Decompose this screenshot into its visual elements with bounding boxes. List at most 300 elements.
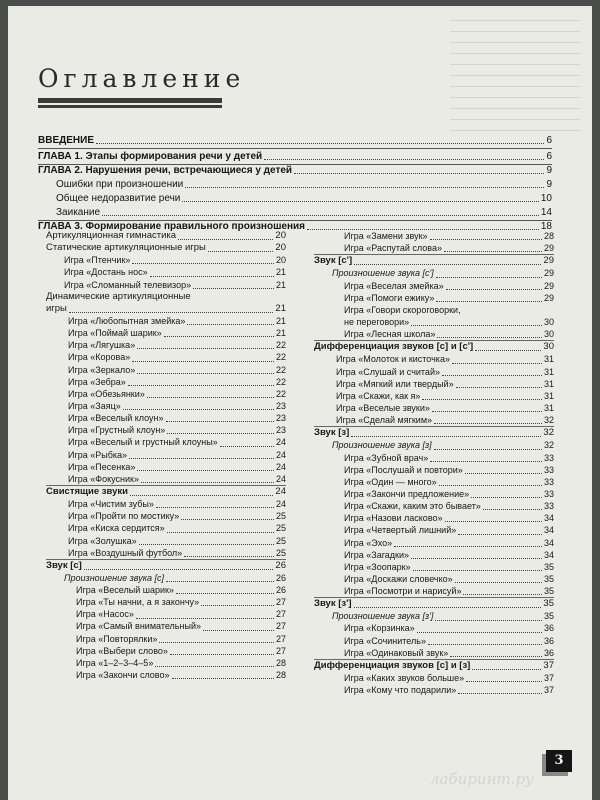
- entry-title: Игра «Сочинитель»: [344, 635, 426, 646]
- dot-leader: [137, 348, 274, 349]
- dot-leader: [185, 187, 544, 188]
- dot-leader: [187, 324, 274, 325]
- toc-subentry: [56, 206, 552, 219]
- toc-entry: [314, 316, 554, 328]
- page-number-box: [546, 750, 572, 772]
- toc-entry: [314, 672, 554, 684]
- dot-leader: [137, 373, 274, 374]
- page-ref: 34: [543, 549, 554, 560]
- entry-title: Звук [с]: [46, 559, 82, 571]
- entry-title: Игра «Сделай мягким»: [336, 415, 433, 426]
- entry-title: Статические артикуляционные игры: [46, 242, 206, 254]
- page-ref: 29: [543, 255, 554, 267]
- toc-entry: [314, 366, 554, 378]
- entry-title: Свистящие звуки: [46, 485, 129, 497]
- entry-title: Дифференциация звуков [с] и [с']: [314, 341, 474, 353]
- dot-leader: [471, 497, 542, 498]
- entry-title: Игра «Поймай шарик»: [68, 328, 162, 339]
- dot-leader: [141, 482, 274, 483]
- toc-entry: [314, 647, 554, 659]
- entry-title: Общее недоразвитие речи: [56, 193, 181, 204]
- entry-title: Игра «Повторялки»: [76, 633, 158, 644]
- title-underline: [38, 98, 222, 103]
- dot-leader: [455, 582, 542, 583]
- entry-title: Игра «Помоги ежику»: [344, 292, 435, 303]
- page-ref: 25: [275, 511, 286, 522]
- dot-leader: [182, 201, 539, 202]
- toc-entry: [46, 351, 286, 363]
- entry-title: Игра «Пройти по мостику»: [68, 511, 180, 522]
- entry-title: Заикание: [56, 207, 101, 218]
- dot-leader: [475, 350, 541, 351]
- toc-entry: [46, 449, 286, 461]
- dot-leader: [172, 678, 274, 679]
- toc-entry: [46, 584, 286, 596]
- entry-title: Игра «Распутай слова»: [344, 243, 442, 254]
- toc-entry: [314, 524, 554, 536]
- dot-leader: [181, 519, 274, 520]
- dot-leader: [434, 423, 542, 424]
- page-ref: 30: [543, 329, 554, 340]
- entry-title: Игра «Грустный клоун»: [68, 425, 166, 436]
- dot-leader: [413, 570, 542, 571]
- toc-entry: [314, 512, 554, 524]
- page-ref: 31: [543, 390, 554, 401]
- toc-entry: [46, 303, 286, 315]
- toc-entry: [46, 388, 286, 400]
- page-ref: 36: [543, 635, 554, 646]
- dot-leader: [136, 618, 274, 619]
- dot-leader: [422, 399, 542, 400]
- page-ref: 35: [543, 573, 554, 584]
- entry-title: Игра «Фокусник»: [68, 473, 139, 484]
- watermark: лабиринт.ру: [430, 770, 534, 788]
- toc-entry: [46, 327, 286, 339]
- dot-leader: [436, 301, 542, 302]
- section-rule: [38, 148, 552, 149]
- toc-chapter: [38, 134, 552, 147]
- page-ref: 34: [543, 513, 554, 524]
- dot-leader: [351, 436, 541, 437]
- page-ref: 24: [275, 437, 286, 448]
- toc-entry: [314, 230, 554, 242]
- page-ref: 24: [275, 473, 286, 484]
- page-title: Оглавление: [38, 64, 246, 93]
- page-ref: 27: [275, 633, 286, 644]
- page-ref: 32: [543, 427, 554, 439]
- bleed-through-text: [450, 20, 580, 140]
- dot-leader: [69, 312, 274, 313]
- dot-leader: [452, 363, 542, 364]
- dot-leader: [156, 507, 274, 508]
- entry-title: Игра «Зубной врач»: [344, 452, 429, 463]
- dot-leader: [102, 215, 539, 216]
- entry-title: Динамические артикуляционные: [46, 290, 191, 302]
- entry-title: Игра «Веселые звуки»: [336, 402, 430, 413]
- dot-leader: [184, 556, 274, 557]
- toc-entry: [46, 608, 286, 620]
- entry-title: Игра «Киска сердится»: [68, 523, 165, 534]
- toc-right-column: [314, 230, 554, 696]
- toc-subsection: [314, 267, 554, 279]
- entry-title: Игра «Лесная школа»: [344, 329, 436, 340]
- page-ref: 29: [543, 292, 554, 303]
- toc-entry: [314, 402, 554, 414]
- dot-leader: [436, 277, 542, 278]
- entry-title: Игра «Выбери слово»: [76, 645, 168, 656]
- entry-title: Игра «Эхо»: [344, 537, 393, 548]
- toc-entry: [314, 585, 554, 597]
- page-ref: 28: [275, 657, 286, 668]
- toc-entry: [314, 549, 554, 561]
- dot-leader: [130, 495, 273, 496]
- toc-subsection: [314, 439, 554, 451]
- page-ref: 27: [275, 645, 286, 656]
- dot-leader: [456, 387, 542, 388]
- toc-section: [314, 426, 554, 439]
- page-ref: 35: [543, 586, 554, 597]
- entry-title: Игра «Закончи слово»: [76, 670, 170, 681]
- dot-leader: [220, 446, 274, 447]
- toc-entry: [46, 535, 286, 547]
- toc-section: [314, 659, 554, 672]
- entry-title: не переговори»: [344, 316, 410, 327]
- page-ref: 31: [543, 402, 554, 413]
- entry-title: Дифференциация звуков [с] и [з]: [314, 659, 471, 671]
- page-ref: 25: [275, 547, 286, 558]
- book-page: [8, 6, 592, 800]
- dot-leader: [170, 654, 274, 655]
- dot-leader: [150, 276, 274, 277]
- page-ref: 21: [275, 267, 286, 278]
- dot-leader: [137, 470, 274, 471]
- toc-section: [314, 254, 554, 267]
- entry-title: Игра «Одинаковый звук»: [344, 647, 449, 658]
- dot-leader: [208, 251, 274, 252]
- page-ref: 27: [275, 621, 286, 632]
- page-ref: 24: [275, 499, 286, 510]
- toc-entry: [46, 522, 286, 534]
- page-ref: 30: [543, 341, 554, 353]
- dot-leader: [132, 361, 274, 362]
- page-ref: 21: [275, 315, 286, 326]
- page-ref: 22: [275, 364, 286, 375]
- dot-leader: [466, 681, 542, 682]
- toc-entry: [314, 242, 554, 254]
- page-ref: 33: [543, 501, 554, 512]
- dot-leader: [264, 159, 544, 160]
- dot-leader: [394, 546, 542, 547]
- dot-leader: [167, 532, 274, 533]
- entry-title: Игра «Зеркало»: [68, 364, 136, 375]
- dot-leader: [155, 666, 274, 667]
- page-ref: 31: [543, 378, 554, 389]
- toc-entry: [314, 684, 554, 696]
- page-ref: 26: [275, 572, 286, 583]
- page-ref: 24: [275, 461, 286, 472]
- dot-leader: [123, 409, 274, 410]
- page-ref: 37: [543, 685, 554, 696]
- dot-leader: [139, 544, 274, 545]
- entry-title: Игра «Мягкий или твердый»: [336, 378, 454, 389]
- entry-title: ГЛАВА 1. Этапы формирования речи у детей: [38, 151, 263, 162]
- page-ref: 28: [275, 670, 286, 681]
- toc-entry: [46, 339, 286, 351]
- toc-entry: [46, 412, 286, 424]
- dot-leader: [458, 534, 542, 535]
- page-ref: 29: [543, 280, 554, 291]
- page-ref: 24: [275, 449, 286, 460]
- toc-entry: [314, 635, 554, 647]
- entry-title: Игра «Золушка»: [68, 535, 137, 546]
- toc-entry: [46, 633, 286, 645]
- page-ref: 31: [543, 354, 554, 365]
- entry-title: Произношение звука [з']: [332, 611, 434, 622]
- toc-entry: [314, 623, 554, 635]
- entry-title: Игра «Послушай и повтори»: [344, 464, 463, 475]
- toc-entry: [314, 304, 554, 316]
- toc-entry: [46, 266, 286, 278]
- dot-leader: [432, 411, 542, 412]
- entry-title: Игра «Слушай и считай»: [336, 366, 440, 377]
- page-number: 3: [554, 753, 564, 768]
- page-ref: 22: [275, 388, 286, 399]
- entry-title: Ошибки при произношении: [56, 179, 184, 190]
- page-ref: 31: [543, 366, 554, 377]
- page-ref: 26: [275, 585, 286, 596]
- page-ref: 9: [546, 165, 552, 176]
- page-ref: 21: [275, 302, 286, 314]
- page-ref: 18: [540, 221, 552, 232]
- toc-entry: [46, 242, 286, 254]
- toc-section: [314, 597, 554, 610]
- toc-entry: [46, 461, 286, 473]
- page-ref: 27: [275, 609, 286, 620]
- page-ref: 22: [275, 376, 286, 387]
- entry-title: ВВЕДЕНИЕ: [38, 135, 94, 146]
- entry-title: Игра «Скажи, каким это бывает»: [344, 501, 481, 512]
- entry-title: Игра «Веселый клоун»: [68, 413, 164, 424]
- toc-subsection: [314, 610, 554, 622]
- toc-entry: [46, 596, 286, 608]
- page-ref: 36: [543, 623, 554, 634]
- entry-title: Игра «Замени звук»: [344, 230, 428, 241]
- entry-title: Игра «Рыбка»: [68, 449, 128, 460]
- dot-leader: [439, 485, 542, 486]
- toc-section: [314, 340, 554, 353]
- dot-leader: [445, 521, 542, 522]
- entry-title: ГЛАВА 2. Нарушения речи, встречающиеся у детей: [38, 165, 293, 176]
- toc-entry: [46, 436, 286, 448]
- dot-leader: [96, 143, 544, 144]
- page-ref: 20: [275, 229, 286, 241]
- toc-entry: [314, 488, 554, 500]
- page-ref: 27: [275, 597, 286, 608]
- dot-leader: [434, 449, 542, 450]
- toc-entry: [46, 400, 286, 412]
- entry-title: Игра «Корова»: [68, 352, 131, 363]
- dot-leader: [193, 288, 274, 289]
- toc-section: [46, 559, 286, 572]
- dot-leader: [483, 509, 542, 510]
- entry-title: Игра «Зебра»: [68, 376, 126, 387]
- entry-title: Игра «Молоток и кисточка»: [336, 354, 450, 365]
- toc-subsection: [46, 572, 286, 584]
- toc-entry: [314, 280, 554, 292]
- entry-title: Игра «Веселая змейка»: [344, 280, 444, 291]
- toc-entry: [314, 561, 554, 573]
- toc-entry: [314, 414, 554, 426]
- entry-title: Игра «Зоопарк»: [344, 561, 411, 572]
- toc-left-column: [46, 230, 286, 681]
- entry-title: Игра «Скажи, как я»: [336, 390, 421, 401]
- dot-leader: [201, 605, 274, 606]
- toc-chapter: [38, 164, 552, 177]
- toc-entry: [314, 328, 554, 340]
- page-ref: 28: [543, 230, 554, 241]
- entry-title: Произношение звука [с]: [64, 572, 164, 583]
- entry-title: Игра «Самый внимательный»: [76, 621, 201, 632]
- toc-entry: [46, 510, 286, 522]
- entry-title: Игра «Закончи предложение»: [344, 488, 470, 499]
- toc-entry: [46, 230, 286, 242]
- toc-entry: [46, 364, 286, 376]
- dot-leader: [472, 669, 541, 670]
- page-ref: 32: [543, 440, 554, 451]
- entry-title: Игра «Достань нос»: [64, 267, 148, 278]
- dot-leader: [294, 173, 544, 174]
- page-ref: 33: [543, 464, 554, 475]
- toc-entry: [314, 292, 554, 304]
- entry-title: Звук [з]: [314, 427, 350, 439]
- dot-leader: [435, 620, 542, 621]
- toc-entry: [46, 547, 286, 559]
- toc-entry: [46, 315, 286, 327]
- entry-title: Игра «Воздушный футбол»: [68, 547, 183, 558]
- dot-leader: [411, 558, 542, 559]
- dot-leader: [444, 251, 542, 252]
- entry-title: Произношение звука [з]: [332, 440, 432, 451]
- toc-chapter: [38, 150, 552, 163]
- toc-entry: [314, 378, 554, 390]
- toc-entry: [46, 645, 286, 657]
- entry-title: Игра «Один — много»: [344, 476, 437, 487]
- dot-leader: [176, 593, 274, 594]
- toc-entry: [314, 353, 554, 365]
- page-ref: 22: [275, 352, 286, 363]
- dot-leader: [166, 581, 274, 582]
- page-ref: 14: [540, 207, 552, 218]
- dot-leader: [446, 289, 542, 290]
- page-ref: 33: [543, 488, 554, 499]
- toc-entry: [46, 254, 286, 266]
- toc-entry: [46, 669, 286, 681]
- entry-title: Игра «Сломанный телевизор»: [64, 279, 192, 290]
- dot-leader: [411, 325, 542, 326]
- entry-title: Игра «Чистим зубы»: [68, 499, 154, 510]
- page-ref: 9: [546, 179, 552, 190]
- entry-title: Игра «Четвертый лишний»: [344, 525, 457, 536]
- dot-leader: [167, 433, 274, 434]
- page-ref: 23: [275, 425, 286, 436]
- page-ref: 34: [543, 537, 554, 548]
- toc-entry: [46, 498, 286, 510]
- page-ref: 29: [543, 243, 554, 254]
- page-ref: 25: [275, 523, 286, 534]
- dot-leader: [450, 656, 542, 657]
- entry-title: Произношение звука [с']: [332, 268, 434, 279]
- page-ref: 21: [275, 279, 286, 290]
- entry-title: Артикуляционная гимнастика: [46, 229, 177, 241]
- page-ref: 36: [543, 647, 554, 658]
- page-ref: 32: [543, 415, 554, 426]
- entry-title: Игра «Загадки»: [344, 549, 410, 560]
- dot-leader: [458, 693, 542, 694]
- page-ref: 35: [543, 611, 554, 622]
- page-ref: 10: [540, 193, 552, 204]
- page-ref: 37: [543, 673, 554, 684]
- toc-entry: [314, 390, 554, 402]
- dot-leader: [128, 385, 274, 386]
- page-ref: 21: [275, 328, 286, 339]
- toc-section: [46, 485, 286, 498]
- dot-leader: [437, 337, 542, 338]
- entry-title: Игра «Насос»: [76, 609, 134, 620]
- dot-leader: [178, 239, 273, 240]
- page-ref: 25: [275, 535, 286, 546]
- toc-subentry: [56, 178, 552, 191]
- page-ref: 20: [275, 255, 286, 266]
- dot-leader: [164, 336, 274, 337]
- dot-leader: [129, 458, 274, 459]
- entry-title: Игра «Каких звуков больше»: [344, 673, 465, 684]
- entry-title: Игра «Посмотри и нарисуй»: [344, 586, 462, 597]
- toc-entry: [46, 621, 286, 633]
- page-ref: 6: [546, 135, 552, 146]
- entry-title: Игра «Веселый и грустный клоуны»: [68, 437, 218, 448]
- entry-title: Игра «Заяц»: [68, 400, 121, 411]
- toc-entry: [314, 452, 554, 464]
- entry-title: Игра «Ты начни, а я закончу»: [76, 597, 200, 608]
- entry-title: Игра «Корзинка»: [344, 623, 415, 634]
- dot-leader: [147, 397, 274, 398]
- dot-leader: [430, 461, 542, 462]
- page-ref: 26: [275, 559, 286, 571]
- page-ref: 24: [275, 485, 286, 497]
- entry-title: Звук [з']: [314, 598, 352, 610]
- page-ref: 35: [543, 561, 554, 572]
- entry-title: Игра «Птенчик»: [64, 255, 131, 266]
- toc-subentry: [56, 192, 552, 205]
- entry-title: Игра «Веселый шарик»: [76, 585, 174, 596]
- toc-entry: [46, 376, 286, 388]
- entry-title: Игра «Лягушка»: [68, 340, 136, 351]
- toc-entry: [314, 573, 554, 585]
- entry-title: Игра «Обезьянки»: [68, 388, 145, 399]
- entry-title: Игра «1–2–3–4–5»: [76, 657, 154, 668]
- toc-entry: [46, 424, 286, 436]
- page-ref: 20: [275, 242, 286, 254]
- dot-leader: [463, 594, 542, 595]
- dot-leader: [159, 642, 274, 643]
- dot-leader: [428, 644, 542, 645]
- entry-title: Игра «Любопытная змейка»: [68, 315, 186, 326]
- dot-leader: [442, 375, 542, 376]
- entry-title: игры: [46, 302, 67, 314]
- page-ref: 33: [543, 452, 554, 463]
- toc-entry: [314, 500, 554, 512]
- entry-title: Звук [с']: [314, 255, 353, 267]
